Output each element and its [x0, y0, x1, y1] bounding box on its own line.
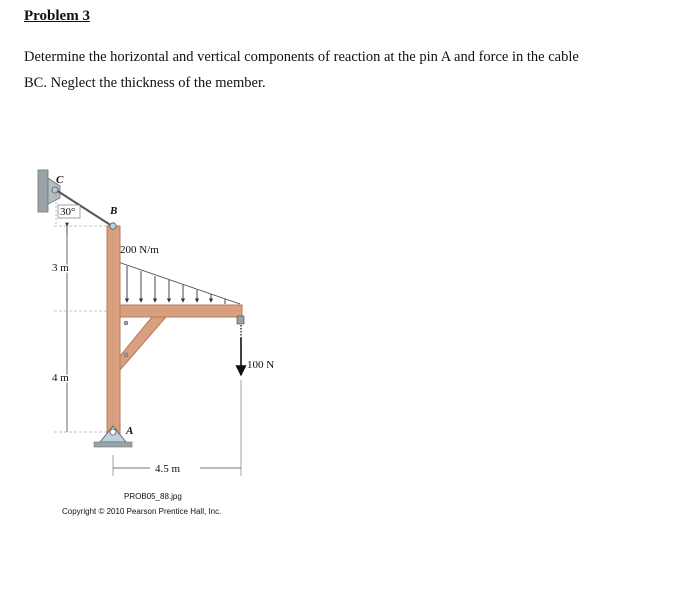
joint-pin-icon: [124, 321, 128, 325]
distributed-load-label: 200 N/m: [120, 244, 159, 256]
dim-horizontal-label: 4.5 m: [155, 463, 181, 475]
pin-a-icon: [110, 429, 116, 435]
joint-pin-icon: [124, 353, 128, 357]
copyright-caption: Copyright © 2010 Pearson Prentice Hall, Inc.: [62, 507, 222, 516]
point-load-label: 100 N: [247, 359, 275, 371]
label-b: B: [110, 205, 118, 217]
pin-c-icon: [52, 187, 58, 193]
dim-upper-label: 3 m: [52, 262, 69, 274]
problem-title: Problem 3: [24, 8, 90, 24]
file-caption: PROB05_88.jpg: [124, 492, 182, 501]
label-c: C: [56, 174, 64, 186]
statement-line-2: BC. Neglect the thickness of the member.: [24, 75, 266, 91]
point-load: [237, 316, 244, 375]
vertical-member: [107, 226, 120, 436]
label-a: A: [126, 425, 134, 437]
statement-line-1: Determine the horizontal and vertical components of reaction at the pin A and force in the cable: [24, 49, 579, 65]
dim-lower-label: 4 m: [52, 372, 69, 384]
angle-label: 30°: [60, 206, 76, 218]
vertical-dimension: [54, 226, 112, 432]
distributed-load: [118, 262, 240, 304]
pin-b-icon: [110, 223, 116, 229]
